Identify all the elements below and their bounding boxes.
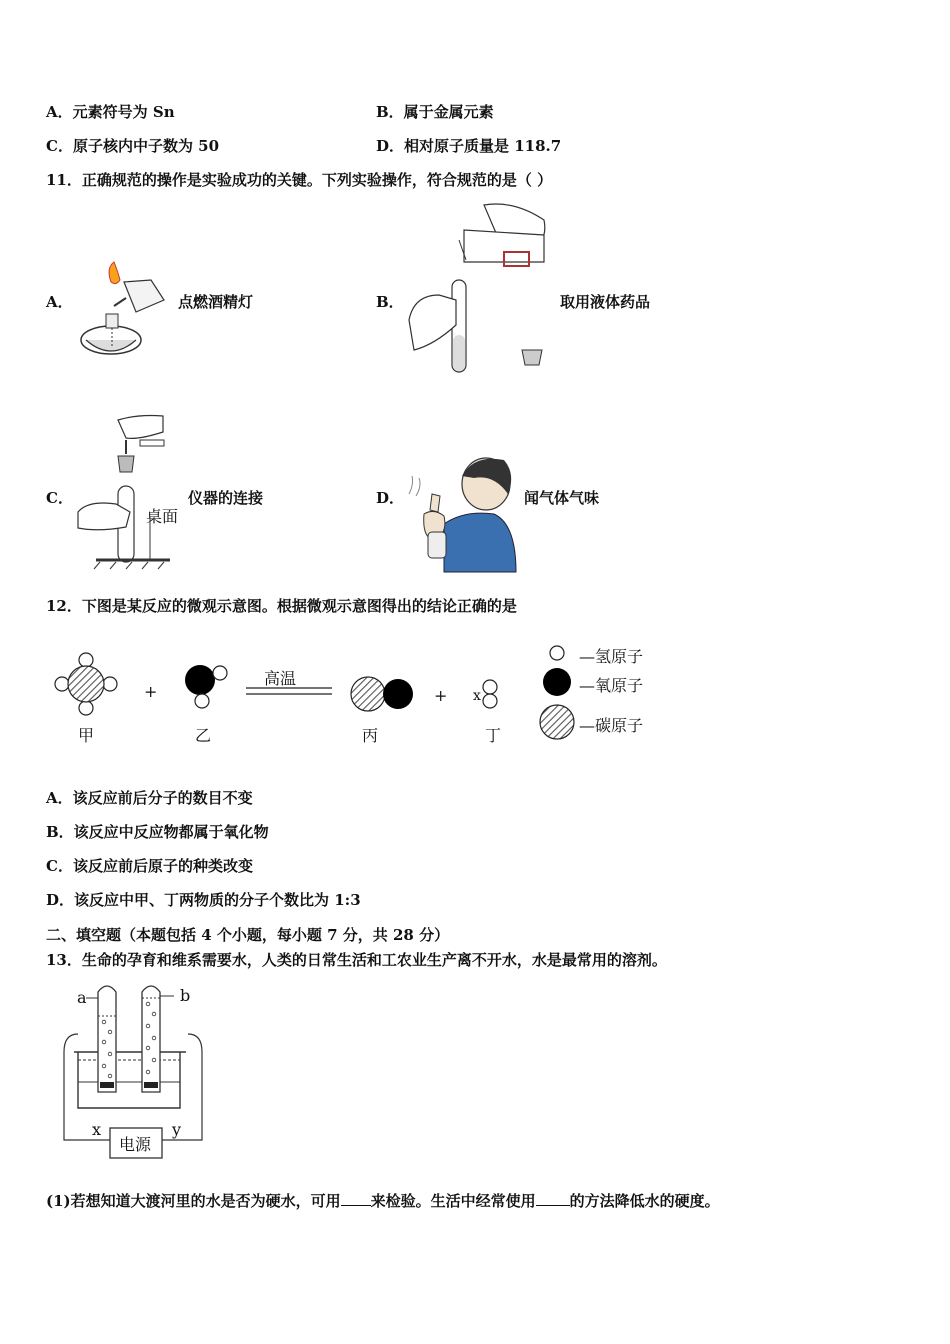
legend-carbon: —碳原子 xyxy=(579,716,644,735)
legend xyxy=(540,646,574,739)
q10-option-d: D．相对原子质量是 118.7 xyxy=(376,137,562,155)
plus-sign-2: + xyxy=(434,686,448,705)
name-bing: 丙 xyxy=(362,726,379,745)
q12-option-b: B．该反应中反应物都属于氧化物 xyxy=(46,823,269,841)
q13-sub1-part1: (1)若想知道大渡河里的水是否为硬水，可用 xyxy=(46,1192,341,1210)
q13-sub1-part2: 来检验。生活中经常使用 xyxy=(370,1192,536,1210)
tube-b-label: b xyxy=(180,986,191,1005)
q10-option-b: B．属于金属元素 xyxy=(376,103,494,121)
table-surface-label: 桌面 xyxy=(146,507,179,526)
molecule-jia xyxy=(55,653,117,715)
molecule-bing xyxy=(351,677,413,711)
q11-option-a-letter: A． xyxy=(46,293,73,311)
q11-option-c-label: 仪器的连接 xyxy=(188,489,264,507)
answer-blank-2[interactable] xyxy=(536,1191,570,1206)
tube-a-label: a xyxy=(77,988,87,1007)
q11-option-d-letter: D． xyxy=(376,489,405,507)
q12-option-d: D．该反应中甲、丁两物质的分子个数比为 1:3 xyxy=(46,891,361,909)
pour-liquid-figure xyxy=(404,200,554,375)
molecule-ding xyxy=(483,680,497,708)
alcohol-lamp-figure xyxy=(76,262,176,372)
q11-option-a-label: 点燃酒精灯 xyxy=(178,293,254,311)
smell-gas-figure xyxy=(404,454,522,572)
q11-option-d-label: 闻气体气味 xyxy=(524,489,600,507)
q13-sub1-part3: 的方法降低水的硬度。 xyxy=(569,1192,720,1210)
q11-option-b-label: 取用液体药品 xyxy=(560,293,651,311)
reaction-condition: 高温 xyxy=(264,669,297,688)
name-ding: 丁 xyxy=(485,726,502,745)
molecule-yi xyxy=(185,665,227,708)
terminal-x-label: x xyxy=(92,1120,102,1139)
name-jia: 甲 xyxy=(78,726,95,745)
q10-option-c: C．原子核内中子数为 50 xyxy=(46,137,220,155)
q13-stem: 13．生命的孕育和维系需要水，人类的日常生活和工农业生产离不开水，水是最常用的溶剂。 xyxy=(46,951,667,969)
q13-sub1 xyxy=(46,1191,720,1211)
plus-sign-1: + xyxy=(144,682,158,701)
q12-option-a: A．该反应前后分子的数目不变 xyxy=(46,789,253,807)
q11-option-c-letter: C． xyxy=(46,489,73,507)
section-heading: 二、填空题（本题包括 4 个小题，每小题 7 分，共 28 分） xyxy=(46,926,450,944)
q12-option-c: C．该反应前后原子的种类改变 xyxy=(46,857,253,875)
q12-stem: 12．下图是某反应的微观示意图。根据微观示意图得出的结论正确的是 xyxy=(46,597,517,615)
coefficient-x: x xyxy=(473,688,481,704)
q11-option-b-letter: B． xyxy=(376,293,404,311)
q10-option-a: A．元素符号为 Sn xyxy=(46,103,175,121)
reaction-micro-diagram xyxy=(50,640,670,750)
answer-blank-1[interactable] xyxy=(341,1191,371,1206)
legend-hydrogen: —氢原子 xyxy=(579,647,644,666)
legend-oxygen: —氧原子 xyxy=(579,676,644,695)
name-yi: 乙 xyxy=(195,726,212,745)
terminal-y-label: y xyxy=(172,1120,182,1139)
q11-stem: 11．正确规范的操作是实验成功的关键。下列实验操作，符合规范的是（ ） xyxy=(46,171,553,189)
power-source-label: 电源 xyxy=(119,1135,152,1154)
apparatus-connection-figure xyxy=(78,412,178,570)
